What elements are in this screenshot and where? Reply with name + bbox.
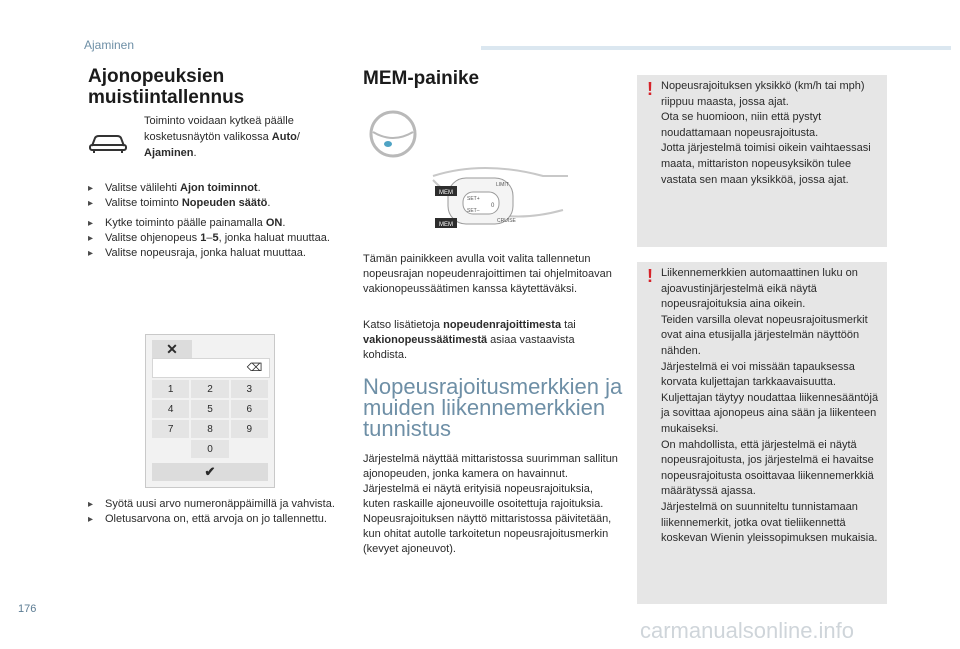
step: ▸ Kytke toiminto päälle painamalla ON. [88,216,338,231]
keypad-key[interactable]: 0 [191,440,228,458]
sign-recognition-paragraph: Järjestelmä näyttää mittaristossa suurimman sallitun ajonopeuden, jonka kamera on havainnut. Järjestelmä ei näytä erityisiä nopeusrajoituksia, kuten raskaille ajoneuvoille osoitettuja rajoituksia. Nopeusrajoituksen näyttö mittaristossa päivitetään, kun ohitat autolle tarkoitetun nopeusrajoitusmerkin (kevyet ajoneuvot). [363,453,618,555]
svg-text:MEM: MEM [439,190,453,196]
sign-recognition-heading: Nopeusrajoitusmerkkien ja muiden liikennemerkkien tunnistus [363,374,623,441]
keypad-backspace-button[interactable] [241,358,268,376]
keypad-blank [231,440,268,458]
svg-text:CRUISE: CRUISE [497,218,516,224]
step: ▸ Valitse ohjenopeus 1–5, jonka haluat muuttaa. [88,231,338,246]
keypad-key[interactable]: 8 [191,420,228,438]
close-icon: ✕ [166,340,178,357]
keypad-key[interactable]: 6 [231,400,268,418]
step: ▸ Syötä uusi arvo numeronäppäimillä ja vahvista. [88,497,338,512]
keypad-key[interactable]: 9 [231,420,268,438]
step: ▸ Valitse välilehti Ajon toiminnot. [88,181,338,196]
warning-icon: ! [647,79,653,99]
left-title [88,66,348,108]
header-rule [481,46,951,50]
note-box-units [637,75,887,247]
page-number: 176 [18,603,37,615]
steering-wheel-illustration [363,100,603,245]
keypad-key[interactable]: 2 [191,380,228,398]
section-title: Ajaminen [84,38,135,52]
keypad [145,334,275,488]
steps-list-3 [88,497,338,527]
mem-title: MEM-painike [363,68,480,89]
keypad-key[interactable]: 5 [191,400,228,418]
keypad-key[interactable]: 7 [152,420,189,438]
keypad-grid [152,380,268,458]
svg-text:SET+: SET+ [467,196,480,202]
backspace-icon: ⌫ [246,361,263,374]
keypad-blank [152,440,189,458]
toggle-text: Toiminto voidaan kytkeä päälle kosketusnäytön valikossa Auto/ Ajaminen. [144,115,300,159]
svg-text:0: 0 [491,203,495,209]
svg-text:LIMIT: LIMIT [496,182,509,188]
keypad-key[interactable]: 1 [152,380,189,398]
note-box-recognition [637,262,887,604]
steps-list-2 [88,216,338,261]
car-icon [88,130,128,159]
step: ▸ Valitse nopeusraja, jonka haluat muuttaa. [88,246,338,261]
steps-list-1 [88,181,338,211]
left-title-line1: Ajonopeuksien [88,66,225,87]
step: ▸ Oletusarvona on, että arvoja on jo tallennettu. [88,512,338,527]
keypad-close-button[interactable] [152,340,192,358]
warning-icon: ! [647,266,653,286]
svg-text:MEM: MEM [439,222,453,228]
mem-paragraph-1: Tämän painikkeen avulla voit valita tallennetun nopeusrajan nopeudenrajoittimen tai ohjelmitoavan vakionopeussäätimen kanssa käytettäväksi. [363,253,612,295]
note-text: Liikennemerkkien automaattinen luku on ajoavustinjärjestelmä eikä näytä nopeusrajoituksia aina oikein. Teiden varsilla olevat nopeusrajoitusmerkit ovat aina etusijalla järjestelmän näyttöön nähden. Järjestelmä ei voi missään tapauksessa korvata kuljettajan tarkkaavaisuutta. Kuljettajan täytyy noudattaa liikennesääntöjä ja sovittaa ajonopeus aina sään ja liikenteen mukaiseksi. On mahdollista, että järjestelmä ei näytä nopeusrajoitusta, jos järjestelmä ei havaitse nopeusrajoitusta osoittavaa liikennemerkkiä määrätyssä ajassa. Järjestelmä on suunniteltu tunnistamaan liikennemerkit, jotka ovat tieliikennettä koskevan Wienin yleissopimuksen mukaisia. [661,267,879,545]
step: ▸ Valitse toiminto Nopeuden säätö. [88,196,338,211]
checkmark-icon: ✔ [204,464,216,479]
keypad-key[interactable]: 4 [152,400,189,418]
keypad-key[interactable]: 3 [231,380,268,398]
keypad-confirm-button[interactable] [152,463,268,481]
svg-text:SET–: SET– [467,208,480,214]
left-title-line2: muistiintallennus [88,87,245,108]
note-text: Nopeusrajoituksen yksikkö (km/h tai mph) riippuu maasta, jossa ajat. Ota se huomioon, niin että pystyt noudattamaan nopeusrajoitusta. Jotta järjestelmä toimisi oikein vaihtaessasi maata, mittariston nopeusyksikön tulee vastata sen maan yksikköä, jossa ajat. [661,80,871,186]
watermark: carmanualsonline.info [640,618,855,643]
mem-paragraph-2: Katso lisätietoja nopeudenrajoittimesta tai vakionopeussäätimestä asiaa vastaavista kohdista. [363,319,576,361]
